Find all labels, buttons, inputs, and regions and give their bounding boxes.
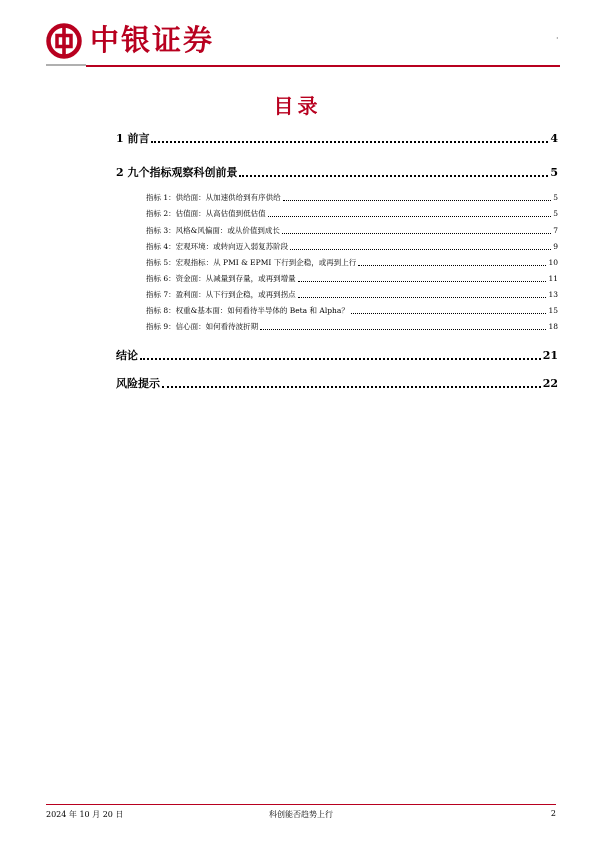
header-rule	[86, 65, 560, 67]
toc-entry[interactable]	[146, 241, 558, 252]
toc-entry[interactable]	[146, 192, 558, 203]
toc-entry-page: 7	[553, 226, 558, 235]
toc-dot-leader	[260, 329, 546, 330]
toc-entry-label: 指标 8：权重&基本面：如何看待半导体的 Beta 和 Alpha？	[146, 306, 349, 315]
toc-entry[interactable]	[116, 130, 558, 146]
header-left-mark: ·	[46, 34, 49, 43]
toc-entry-page: 5	[553, 193, 558, 202]
toc-entry-label: 指标 3：风格&风偏面：或从价值到成长	[146, 226, 280, 235]
toc-entry[interactable]	[146, 208, 558, 219]
toc-dot-leader	[268, 216, 552, 217]
page-footer	[46, 804, 556, 824]
toc-entry-label: 指标 5：宏观指标：从 PMI & EPMI 下行到企稳，或再到上行	[146, 258, 357, 267]
toc-entry-label: 结论	[116, 349, 138, 362]
toc-entry[interactable]	[146, 225, 558, 236]
toc-entry-page: 18	[548, 322, 558, 331]
toc-entry[interactable]	[116, 164, 558, 180]
toc-entry[interactable]	[116, 347, 558, 363]
toc-entry-label: 指标 1：供给面：从加速供给到有序供给	[146, 193, 281, 202]
toc-dot-leader	[351, 313, 547, 314]
toc-entry-page: 5	[553, 209, 558, 218]
toc-entry-page: 22	[542, 377, 558, 390]
header-rule-grey	[46, 64, 86, 66]
toc-entry-page: 9	[553, 242, 558, 251]
toc-dot-leader	[151, 141, 548, 143]
toc-dot-leader	[239, 175, 548, 177]
bank-of-china-logo-icon	[46, 23, 82, 59]
toc-entry[interactable]	[116, 375, 558, 391]
toc-dot-leader	[140, 358, 541, 360]
header-right-mark: ·	[556, 34, 559, 43]
toc-entry-label: 指标 2：估值面：从高估值到低估值	[146, 209, 266, 218]
toc-dot-leader	[298, 297, 547, 298]
toc-entry-page: 4	[550, 132, 558, 145]
toc-dot-leader	[298, 281, 547, 282]
toc-entry-page: 15	[548, 306, 558, 315]
toc-entry-page: 11	[548, 274, 558, 283]
footer-date: 2024 年 10 月 20 日	[46, 810, 124, 819]
toc-entry-label: 1 前言	[116, 132, 150, 145]
toc-entry-label: 指标 4：宏观环境：或转向迈入弱复苏阶段	[146, 242, 289, 251]
footer-page-number: 2	[550, 809, 556, 818]
brand-name: 中银证券	[90, 23, 215, 57]
toc-entry-label: 指标 6：资金面：从减量到存量，或再到增量	[146, 274, 296, 283]
toc-dot-leader	[290, 249, 551, 250]
toc-entry-page: 21	[542, 349, 558, 362]
toc-entry[interactable]	[146, 321, 558, 332]
footer-rule	[46, 804, 556, 805]
toc-entry-page: 5	[550, 166, 558, 179]
toc-entry-page: 10	[548, 258, 558, 267]
page-header	[46, 20, 560, 70]
footer-report-title: 科创能否趋势上行	[269, 810, 333, 819]
toc-dot-leader	[283, 200, 552, 201]
toc-entry[interactable]	[146, 289, 558, 300]
toc-title: 目录	[273, 94, 322, 118]
toc-dot-leader	[162, 386, 541, 388]
toc-entry-label: 指标 9：信心面：如何看待波折期	[146, 322, 259, 331]
toc-dot-leader	[358, 265, 546, 266]
toc-entry[interactable]	[146, 305, 558, 316]
toc-entry-label: 风险提示	[116, 377, 160, 390]
toc-entry-label: 指标 7：盈利面：从下行到企稳，或再到拐点	[146, 290, 296, 299]
toc-entry-page: 13	[548, 290, 558, 299]
toc-dot-leader	[282, 233, 551, 234]
toc-entry[interactable]	[146, 257, 558, 268]
toc-entry-label: 2 九个指标观察科创前景	[116, 166, 238, 179]
toc-entry[interactable]	[146, 273, 558, 284]
